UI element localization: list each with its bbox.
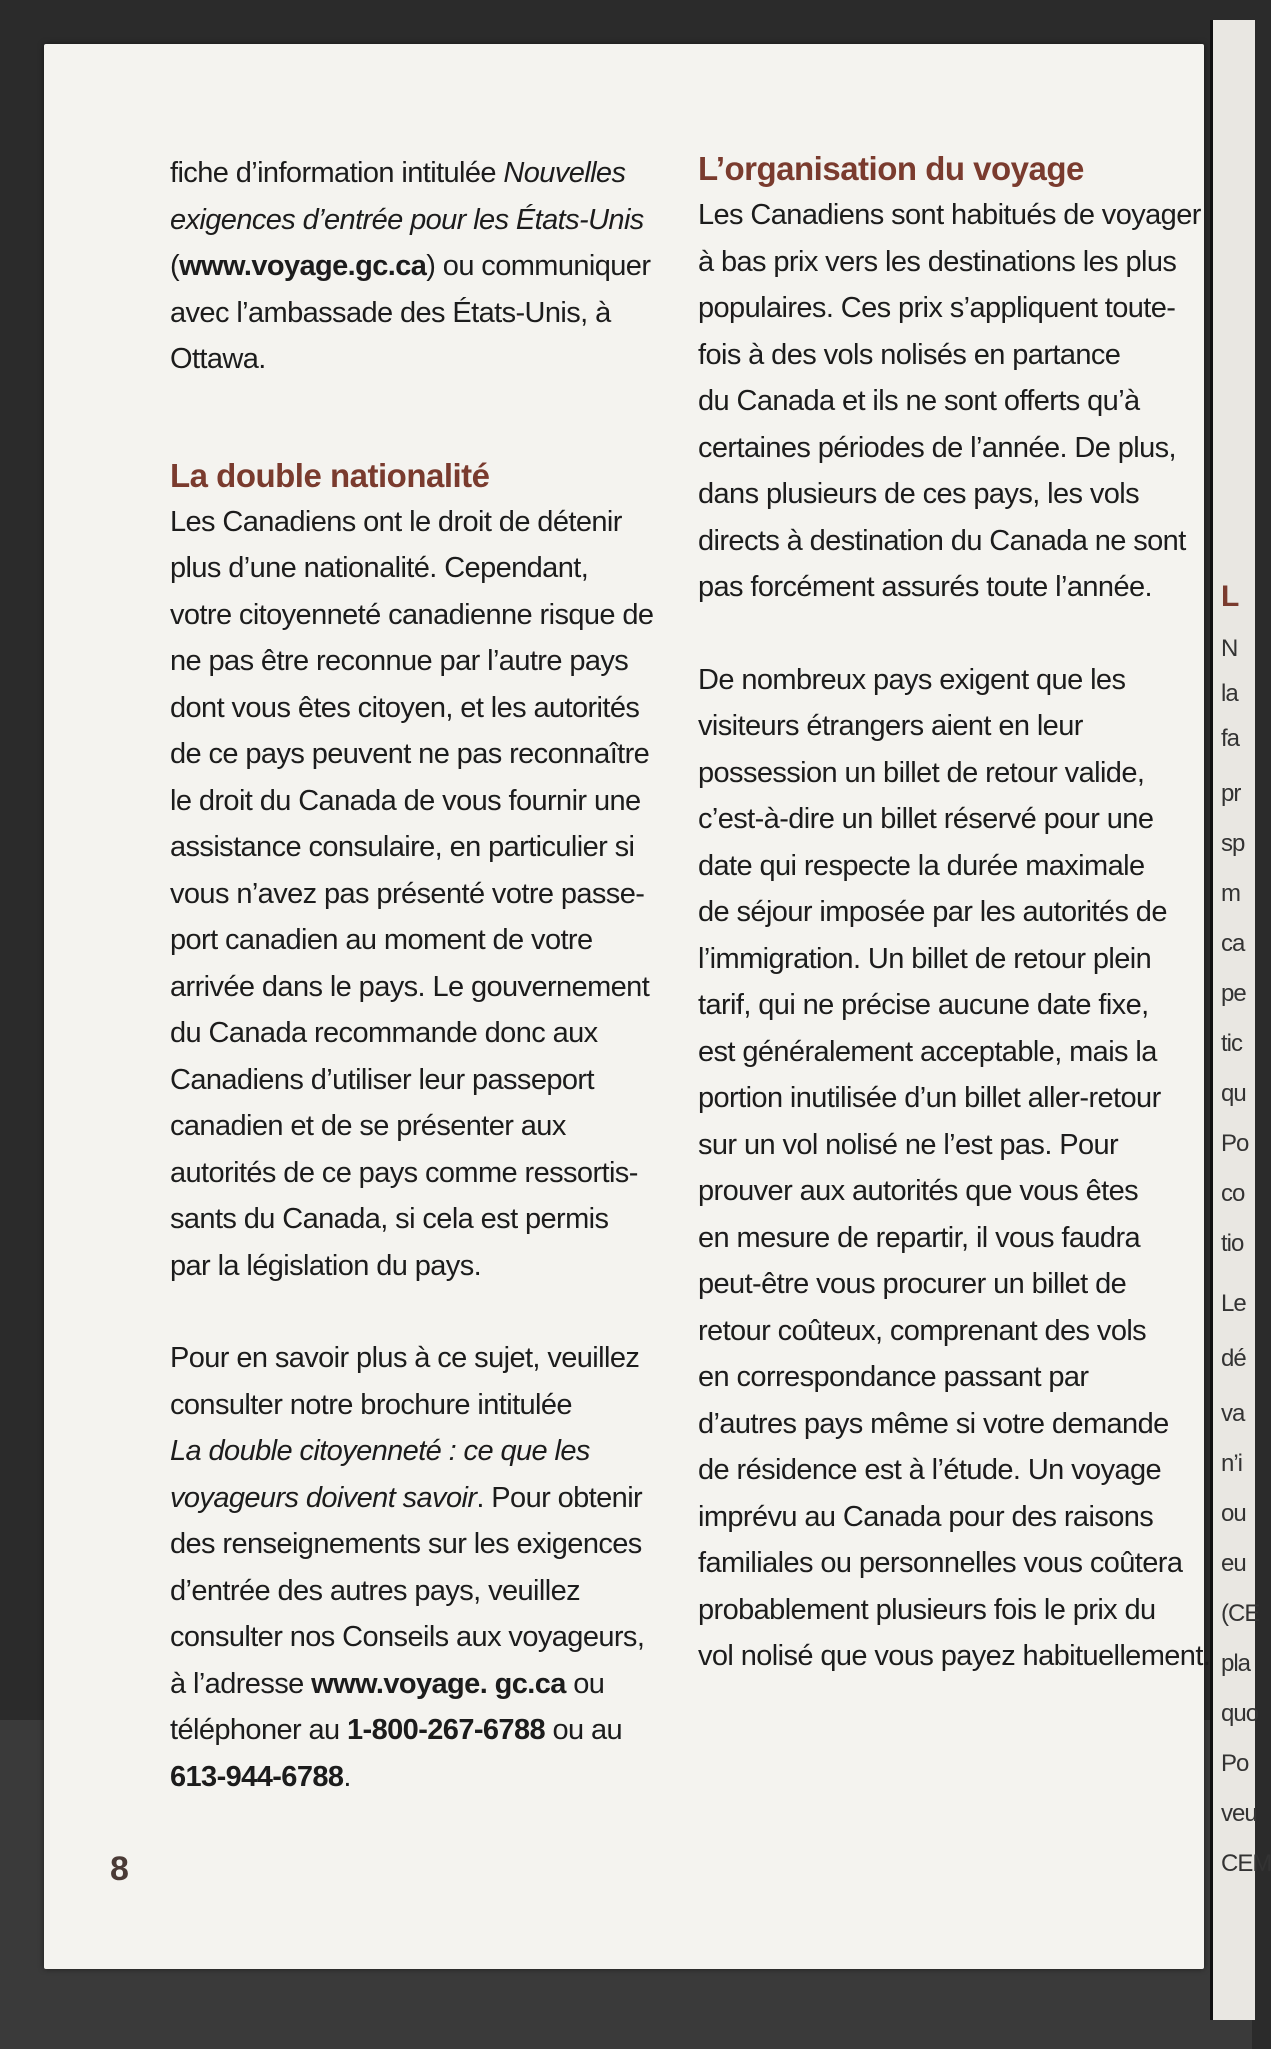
- text-line: des renseignements sur les exigences: [170, 1528, 642, 1560]
- more-info-paragraph: [170, 1335, 650, 1800]
- left-column: [170, 150, 654, 1800]
- text-line: directs à destination du Canada ne sont: [698, 524, 1186, 557]
- text-line: votre citoyenneté canadienne risque de: [170, 598, 654, 631]
- adjacent-page-text-fragment: m: [1221, 880, 1240, 907]
- text-line: est généralement acceptable, mais la: [698, 1035, 1157, 1068]
- adjacent-page-text-fragment: co: [1221, 1180, 1245, 1207]
- text-line: De nombreux pays exigent que les: [698, 663, 1126, 696]
- text-line: portion inutilisée d’un billet aller-retour: [698, 1082, 1161, 1114]
- text-line: d’entrée des autres pays, veuillez: [170, 1574, 581, 1607]
- text-line: du Canada et ils ne sont offerts qu’à: [698, 385, 1140, 417]
- text-line: assistance consulaire, en particulier si: [170, 831, 635, 863]
- section-heading-double-nationality: La double nationalité: [170, 456, 490, 494]
- text-line: c’est-à-dire un billet réservé pour une: [698, 803, 1154, 835]
- text-line: à l’adresse www.voyage. gc.ca ou: [170, 1667, 605, 1700]
- text-line: de résidence est à l’étude. Un voyage: [698, 1454, 1162, 1486]
- text-line: certaines périodes de l’année. De plus,: [698, 431, 1176, 464]
- text-line: Pour en savoir plus à ce sujet, veuillez: [170, 1342, 640, 1374]
- text-line: 613-944-6788.: [170, 1760, 351, 1793]
- text-line: imprévu au Canada pour des raisons: [698, 1500, 1154, 1533]
- text-line: familiales ou personnelles vous coûtera: [698, 1547, 1183, 1579]
- text-line: arrivée dans le pays. Le gouvernement: [170, 970, 650, 1003]
- text-line: Les Canadiens sont habitués de voyager: [698, 199, 1201, 231]
- adjacent-page-text-fragment: tio: [1221, 1230, 1244, 1257]
- text-line: retour coûteux, comprenant des vols: [698, 1314, 1147, 1347]
- text-line: d’autres pays même si votre demande: [698, 1407, 1169, 1440]
- text-line: autorités de ce pays comme ressortis-: [170, 1156, 638, 1189]
- adjacent-page-text-fragment: Le: [1221, 1290, 1246, 1317]
- text-line: en mesure de repartir, il vous faudra: [698, 1221, 1141, 1254]
- text-line: voyageurs doivent savoir. Pour obtenir: [170, 1481, 643, 1514]
- adjacent-page-text-fragment: CEM: [1221, 1850, 1271, 1877]
- text-line: sants du Canada, si cela est permis: [170, 1203, 609, 1235]
- text-line: ne pas être reconnue par l’autre pays: [170, 645, 629, 677]
- text-line: La double citoyenneté : ce que les: [170, 1435, 590, 1467]
- text-line: le droit du Canada de vous fournir une: [170, 784, 641, 817]
- text-line: dans plusieurs de ces pays, les vols: [698, 478, 1140, 510]
- text-line: plus d’une nationalité. Cependant,: [170, 552, 589, 584]
- text-line: dont vous êtes citoyen, et les autorités: [170, 691, 640, 724]
- adjacent-page-text-fragment: (CE: [1221, 1600, 1260, 1627]
- text-line: port canadien au moment de votre: [170, 924, 593, 956]
- adjacent-page-text-fragment: va: [1221, 1400, 1245, 1427]
- adjacent-page-text-fragment: pe: [1221, 980, 1246, 1007]
- travel-paragraph-1: [698, 192, 1201, 611]
- text-line: à bas prix vers les destinations les plus: [698, 245, 1177, 278]
- intro-paragraph: [170, 150, 650, 383]
- adjacent-page-text-fragment: pla: [1221, 1650, 1251, 1677]
- adjacent-page-edge: [1210, 20, 1271, 2020]
- text-line: fiche d’information intitulée Nouvelles: [170, 157, 626, 189]
- text-line: date qui respecte la durée maximale: [698, 849, 1145, 882]
- text-line: probablement plusieurs fois le prix du: [698, 1593, 1156, 1626]
- adjacent-page-text-fragment: dé: [1221, 1345, 1246, 1372]
- adjacent-page-text-fragment: tic: [1221, 1030, 1242, 1057]
- text-line: du Canada recommande donc aux: [170, 1017, 598, 1049]
- adjacent-page-text-fragment: n’i: [1221, 1450, 1243, 1477]
- adjacent-page-text-fragment: eu: [1221, 1550, 1246, 1577]
- text-line: pas forcément assurés toute l’année.: [698, 571, 1152, 603]
- text-line: Les Canadiens ont le droit de détenir: [170, 505, 622, 538]
- text-line: prouver aux autorités que vous êtes: [698, 1175, 1139, 1207]
- adjacent-page-text-fragment: L: [1221, 580, 1239, 613]
- text-line: consulter notre brochure intitulée: [170, 1388, 572, 1421]
- page-number: 8: [110, 1850, 129, 1888]
- adjacent-page-text-fragment: ou: [1221, 1500, 1246, 1527]
- adjacent-page-text-fragment: Po: [1221, 1130, 1249, 1157]
- text-line: Canadiens d’utiliser leur passeport: [170, 1063, 594, 1096]
- text-line: consulter nos Conseils aux voyageurs,: [170, 1621, 645, 1653]
- text-line: populaires. Ces prix s’appliquent toute-: [698, 292, 1176, 324]
- adjacent-page-text-fragment: veu: [1221, 1800, 1257, 1827]
- text-line: peut-être vous procurer un billet de: [698, 1268, 1127, 1300]
- adjacent-page-text-fragment: ca: [1221, 930, 1245, 957]
- adjacent-page-text-fragment: sp: [1221, 830, 1245, 857]
- adjacent-page-text-fragment: la: [1221, 680, 1238, 707]
- adjacent-page-text-fragment: N: [1221, 635, 1238, 662]
- text-line: (www.voyage.gc.ca) ou communiquer: [170, 250, 651, 282]
- text-line: tarif, qui ne précise aucune date fixe,: [698, 989, 1149, 1021]
- text-line: visiteurs étrangers aient en leur: [698, 710, 1083, 742]
- adjacent-page-text-fragment: quo: [1221, 1700, 1259, 1727]
- double-nationality-paragraph: [170, 499, 654, 1290]
- text-line: possession un billet de retour valide,: [698, 756, 1145, 789]
- text-line: l’immigration. Un billet de retour plein: [698, 942, 1152, 975]
- section-heading-travel-organization: L’organisation du voyage: [698, 150, 1084, 187]
- right-column: [698, 146, 1211, 1680]
- text-line: avec l’ambassade des États-Unis, à: [170, 296, 611, 329]
- adjacent-page-text-fragment: pr: [1221, 780, 1241, 807]
- text-line: canadien et de se présenter aux: [170, 1110, 566, 1142]
- text-line: fois à des vols nolisés en partance: [698, 338, 1121, 371]
- text-line: par la législation du pays.: [170, 1249, 482, 1282]
- text-line: vous n’avez pas présenté votre passe-: [170, 877, 645, 910]
- text-line: Ottawa.: [170, 343, 266, 375]
- text-line: exigences d’entrée pour les États-Unis: [170, 203, 644, 236]
- text-line: téléphoner au 1-800-267-6788 ou au: [170, 1714, 623, 1746]
- adjacent-page-text-fragment: qu: [1221, 1080, 1246, 1107]
- text-line: vol nolisé que vous payez habituellement.: [698, 1640, 1211, 1672]
- travel-paragraph-2: [698, 657, 1211, 1680]
- text-line: sur un vol nolisé ne l’est pas. Pour: [698, 1128, 1119, 1161]
- text-line: de séjour imposée par les autorités de: [698, 896, 1167, 928]
- adjacent-page-text-fragment: Po: [1221, 1750, 1249, 1777]
- text-line: de ce pays peuvent ne pas reconnaître: [170, 738, 650, 770]
- text-line: en correspondance passant par: [698, 1361, 1089, 1393]
- adjacent-page-text-fragment: fa: [1221, 725, 1240, 752]
